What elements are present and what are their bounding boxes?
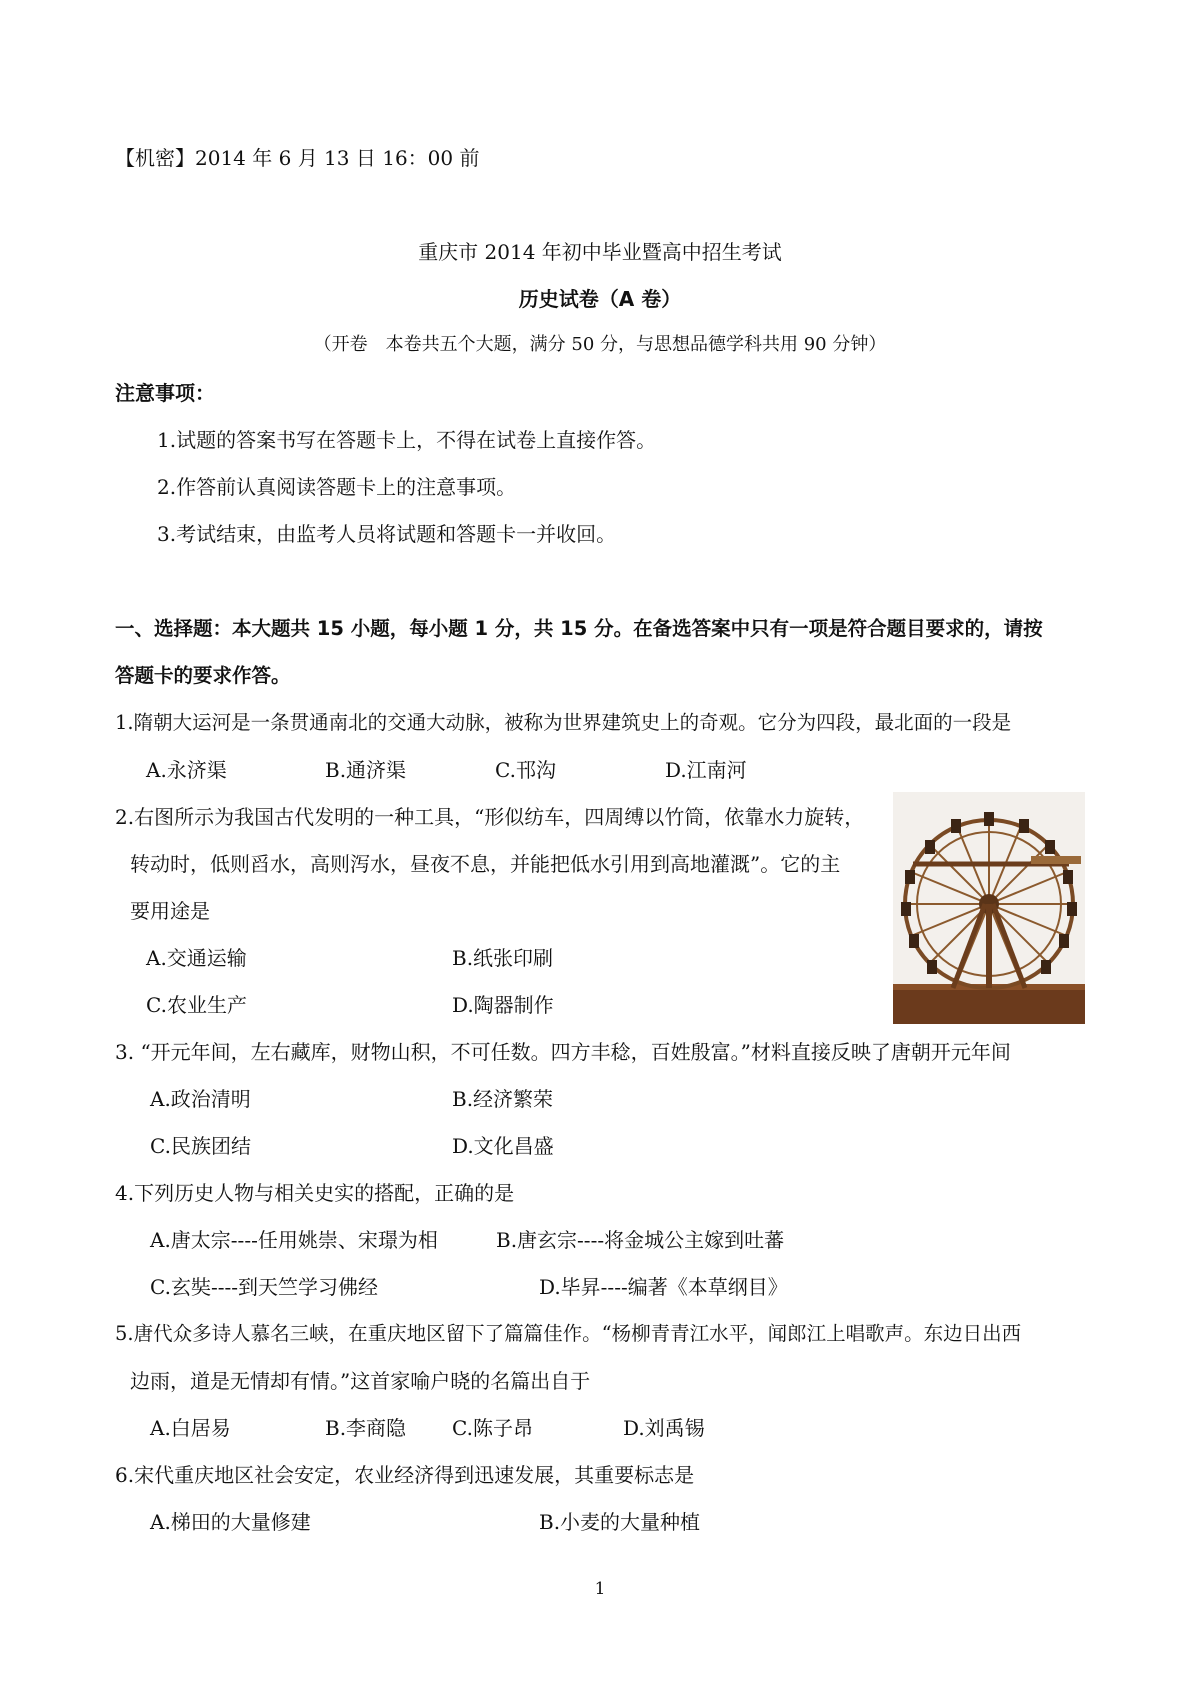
notice-item: 2.作答前认真阅读答题卡上的注意事项。: [157, 475, 517, 499]
q4-option-a: A.唐太宗----任用姚崇、宋璟为相: [150, 1228, 438, 1252]
notice-heading: 注意事项：: [115, 381, 215, 405]
question-5: 5.唐代众多诗人慕名三峡，在重庆地区留下了篇篇佳作。“杨柳青青江水平，闻郎江上唱歌声。东边日出西: [115, 1322, 1022, 1345]
q2-option-c: C.农业生产: [146, 993, 247, 1017]
section-heading: 一、选择题：本大题共 15 小题，每小题 1 分，共 15 分。在备选答案中只有一项是符合题目要求的，请按: [115, 617, 1043, 640]
q3-option-a: A.政治清明: [150, 1087, 251, 1111]
q1-option-b: B.通济渠: [325, 758, 407, 782]
q1-option-d: D.江南河: [665, 758, 747, 782]
q1-option-a: A.永济渠: [146, 758, 227, 782]
q5-option-d: D.刘禹锡: [623, 1416, 705, 1440]
q3-option-d: D.文化昌盛: [452, 1134, 554, 1158]
q4-option-d: D.毕昇----编著《本草纲目》: [539, 1275, 788, 1299]
q5-option-b: B.李商隐: [325, 1416, 407, 1440]
q5-option-a: A.白居易: [150, 1416, 231, 1440]
question-3: 3. “开元年间，左右藏库，财物山积，不可任数。四方丰稔，百姓殷富。”材料直接反映了唐朝开元年间: [115, 1040, 1011, 1064]
notice-item: 1.试题的答案书写在答题卡上，不得在试卷上直接作答。: [157, 428, 657, 452]
question-2: 2.右图所示为我国古代发明的一种工具，“形似纺车，四周缚以竹筒，依靠水力旋转，: [115, 805, 865, 829]
notice-item: 3.考试结束，由监考人员将试题和答题卡一并收回。: [157, 522, 617, 546]
waterwheel-illustration: [893, 792, 1085, 1024]
q6-option-a: A.梯田的大量修建: [150, 1510, 311, 1534]
exam-title: 重庆市 2014 年初中毕业暨高中招生考试: [418, 240, 782, 264]
question-4: 4.下列历史人物与相关史实的搭配，正确的是: [115, 1181, 515, 1205]
q3-option-c: C.民族团结: [150, 1134, 251, 1158]
q1-option-c: C.邗沟: [495, 758, 556, 782]
q5-option-c: C.陈子昂: [452, 1416, 533, 1440]
q4-option-c: C.玄奘----到天竺学习佛经: [150, 1275, 378, 1299]
q2-option-b: B.纸张印刷: [452, 946, 554, 970]
q4-option-b: B.唐玄宗----将金城公主嫁到吐蕃: [496, 1228, 785, 1252]
question-6: 6.宋代重庆地区社会安定，农业经济得到迅速发展，其重要标志是: [115, 1463, 695, 1487]
q2-option-a: A.交通运输: [146, 946, 247, 970]
question-2-cont: 要用途是: [130, 899, 210, 923]
exam-note: （开卷 本卷共五个大题，满分 50 分，与思想品德学科共用 90 分钟）: [313, 334, 887, 355]
q2-option-d: D.陶器制作: [452, 993, 554, 1017]
page-number: 1: [594, 1579, 606, 1599]
confidential-header: 【机密】2014 年 6 月 13 日 16：00 前: [115, 146, 480, 170]
section-heading-cont: 答题卡的要求作答。: [115, 664, 291, 687]
question-2-cont: 转动时，低则舀水，高则泻水，昼夜不息，并能把低水引用到高地灌溉”。它的主: [130, 852, 841, 876]
question-1: 1.隋朝大运河是一条贯通南北的交通大动脉，被称为世界建筑史上的奇观。它分为四段，最北面的一段是: [115, 711, 1012, 734]
waterwheel-icon: [893, 792, 1085, 1024]
question-5-cont: 边雨，道是无情却有情。”这首家喻户晓的名篇出自于: [130, 1369, 591, 1393]
q3-option-b: B.经济繁荣: [452, 1087, 554, 1111]
subject-title: 历史试卷（A 卷）: [518, 287, 682, 311]
q6-option-b: B.小麦的大量种植: [539, 1510, 701, 1534]
